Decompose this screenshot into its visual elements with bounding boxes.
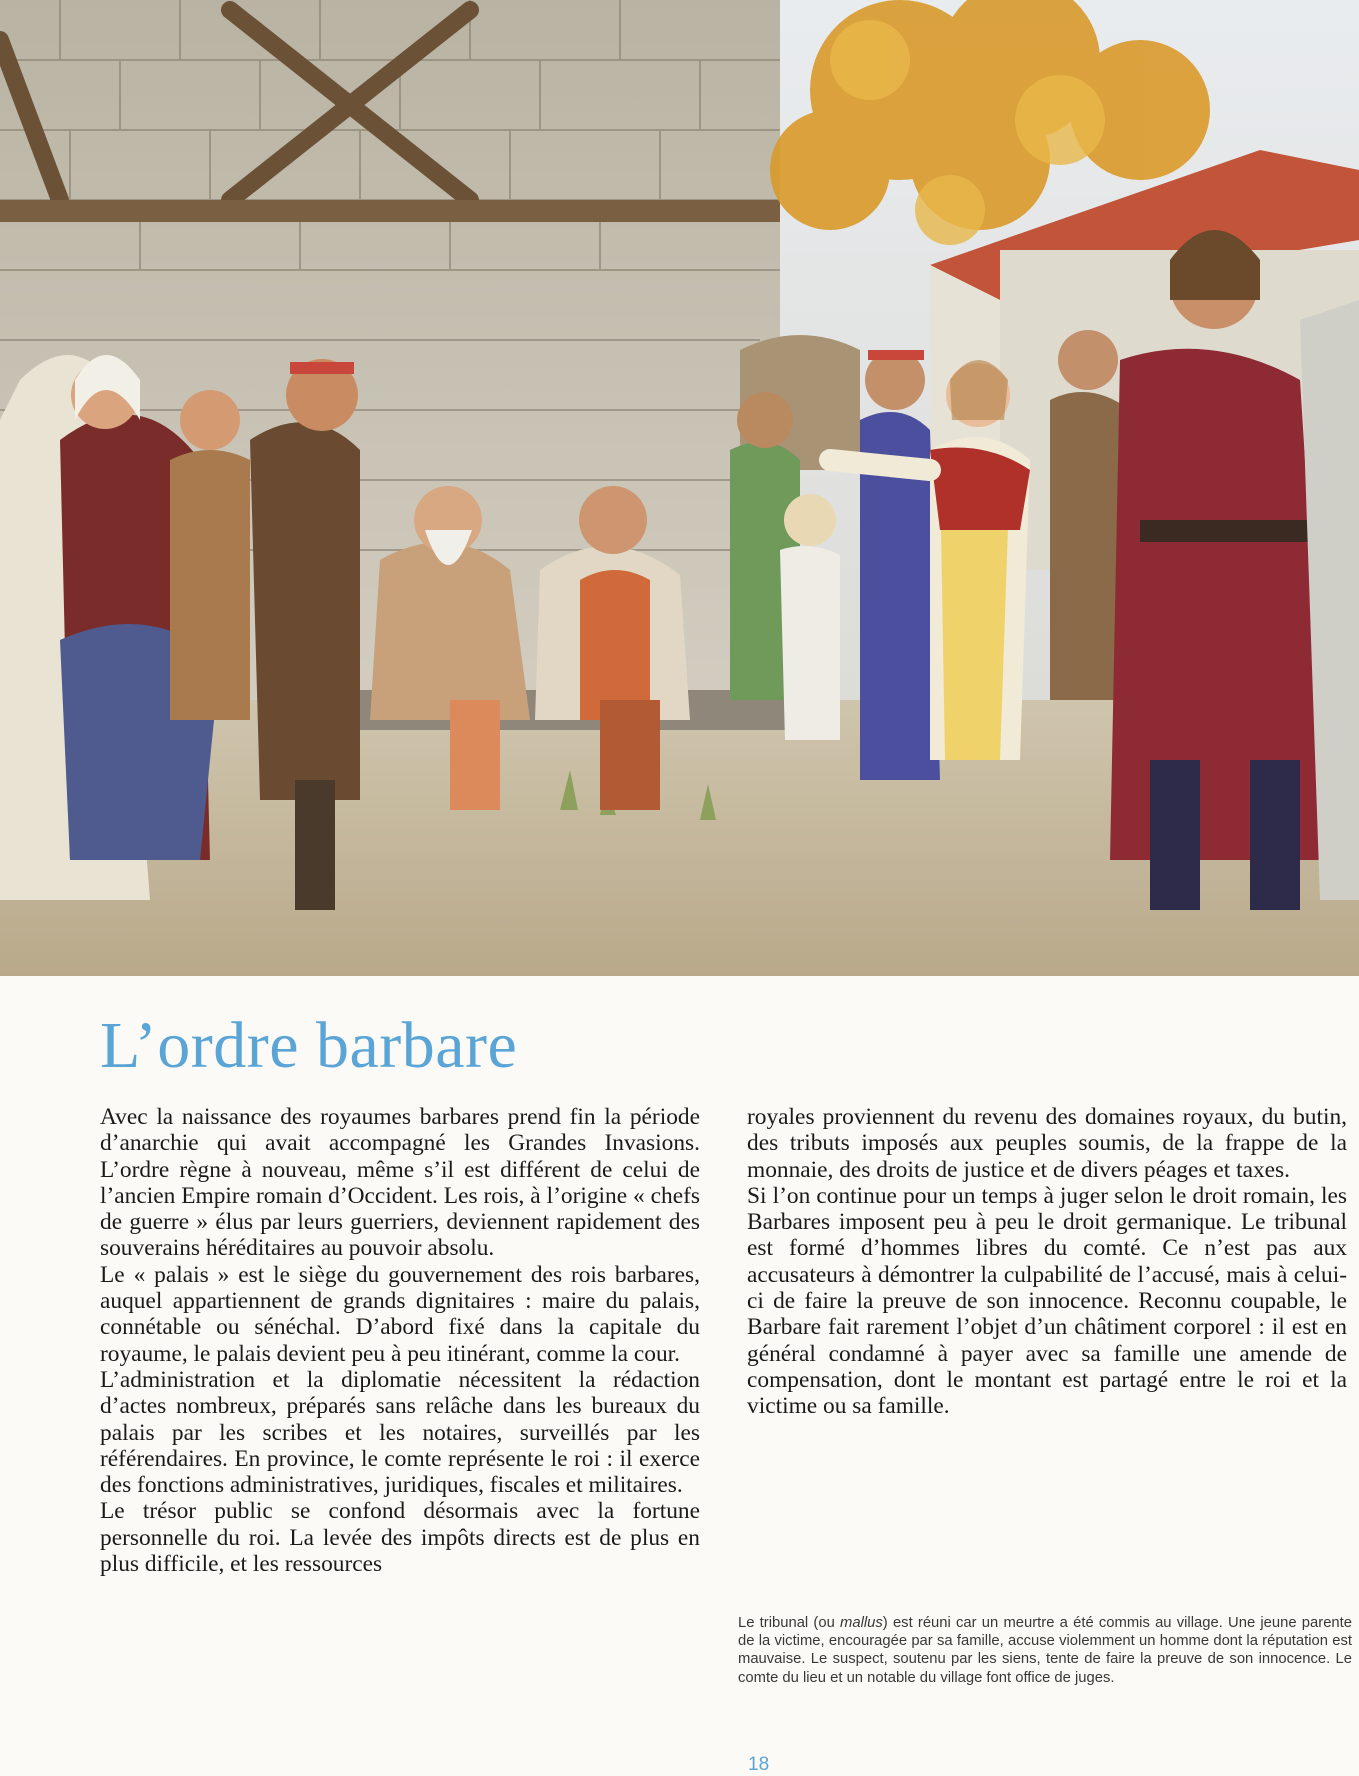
paragraph: royales proviennent du revenu des domaines royaux, du butin, des tributs imposés aux peuples soumis, de la frappe de la monnaie, des droits de justice et de divers péages et taxes. xyxy=(747,1104,1347,1183)
article-title: L’ordre barbare xyxy=(100,1009,518,1082)
paragraph: L’administration et la diplomatie nécessitent la rédaction d’actes nombreux, préparés sans relâche dans les bureaux du palais par les scribes et les notaires, surveillés par les référendaires. En province, le comte représente le roi : il exerce des fonctions administratives, juridiques, fiscales et militaires. xyxy=(100,1366,700,1499)
illustration-caption xyxy=(738,1614,1352,1687)
paragraph: Si l’on continue pour un temps à juger selon le droit romain, les Barbares imposent peu à peu le droit germanique. Le tribunal est formé d’hommes libres du comté. Ce n’est pas aux accusateurs à démontrer la culpabilité de l’accusé, mais à celui-ci de faire la preuve de son innocence. Reconnu coupable, le Barbare fait rarement l’objet d’un châtiment corporel : il est en général condamné à payer avec sa famille une amende de compensation, dont le montant est partagé entre le roi et la victime ou sa famille. xyxy=(747,1182,1347,1420)
page-number: 18 xyxy=(748,1754,770,1775)
paragraph: Le trésor public se confond désormais avec la fortune personnelle du roi. La levée des impôts directs est de plus en plus difficile, et les ressources xyxy=(100,1498,700,1578)
caption-text-start: Le tribunal (ou xyxy=(738,1615,841,1631)
article-column-left xyxy=(100,1104,700,1577)
caption-text-end: ) est réuni car un meurtre a été commis au village. Une jeune parente de la victime, encouragée par sa famille, accuse violemment un homme dont la réputation est mauvaise. Le suspect, soutenu par les siens, tente de faire la preuve de son innocence. Le comte du lieu et un notable du village font office de juges. xyxy=(738,1615,1352,1686)
paragraph: Le « palais » est le siège du gouvernement des rois barbares, auquel appartiennent de grands dignitaires : maire du palais, connétable ou sénéchal. D’abord fixé dans la capitale du royaume, le palais devient peu à peu itinérant, comme la cour. xyxy=(100,1261,700,1367)
paragraph: Avec la naissance des royaumes barbares prend fin la période d’anarchie qui avait accompagné les Grandes Invasions. L’ordre règne à nouveau, même s’il est différent de celui de l’ancien Empire romain d’Occident. Les rois, à l’origine « chefs de guerre » élus par leurs guerriers, deviennent rapidement des souverains héréditaires au pouvoir absolu. xyxy=(100,1104,700,1262)
article-column-right xyxy=(747,1104,1347,1420)
caption-emphasis: mallus xyxy=(840,1615,883,1631)
